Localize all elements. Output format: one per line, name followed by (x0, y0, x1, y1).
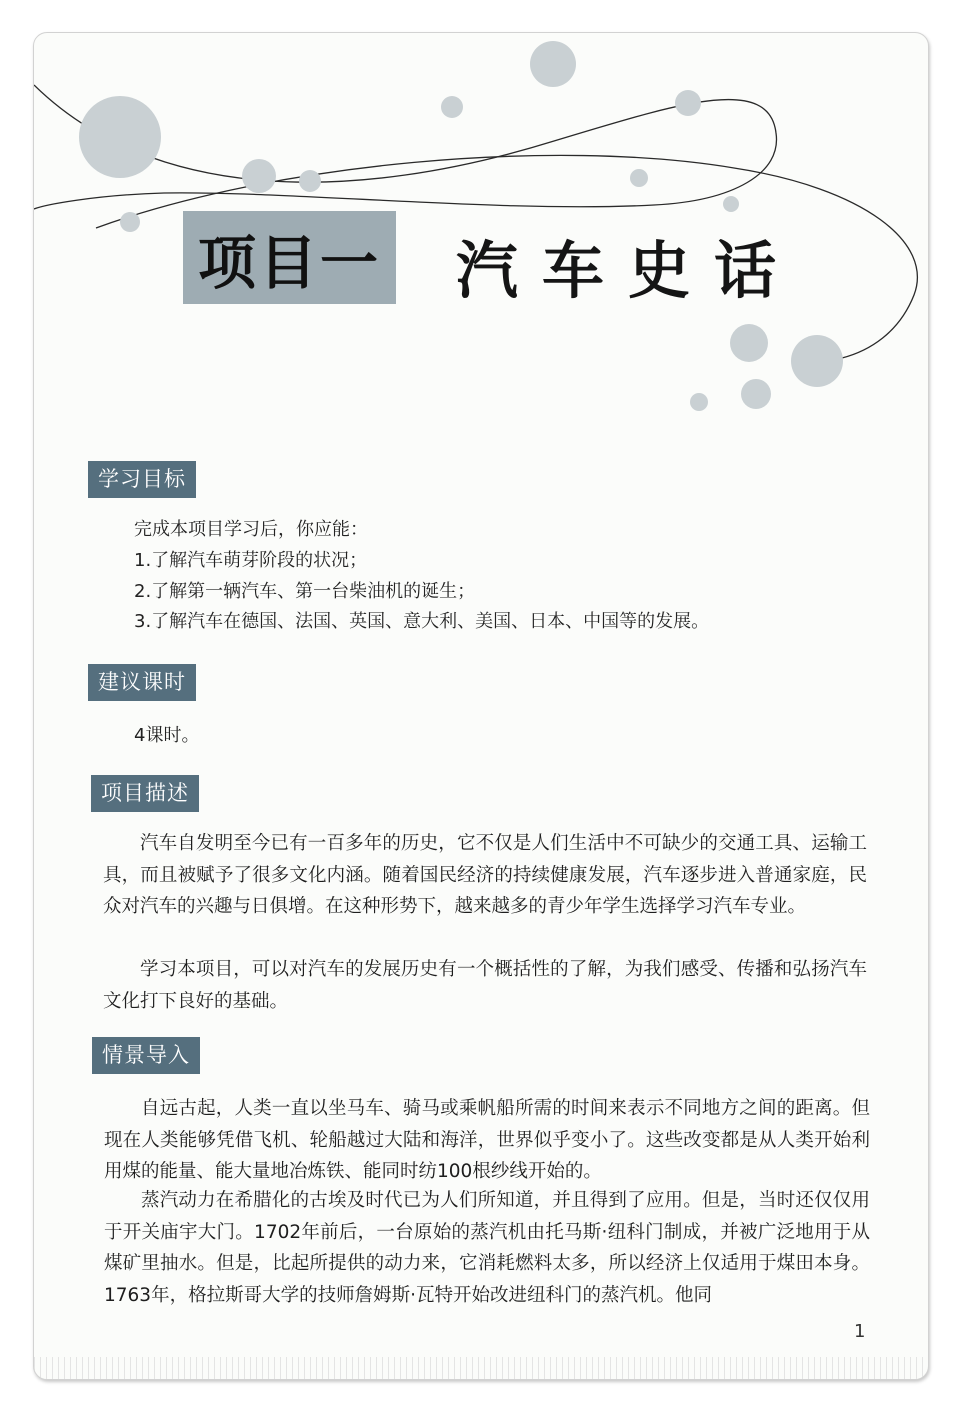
objectives-intro: 完成本项目学习后，你应能： (134, 519, 368, 540)
bubble (675, 90, 701, 116)
bubble (120, 212, 140, 232)
bubble (530, 41, 576, 87)
scenario-heading: 情景导入 (92, 1037, 200, 1074)
project-number-box (183, 211, 396, 304)
description-paragraph: 学习本项目，可以对汽车的发展历史有一个概括性的了解，为我们感受、传播和弘扬汽车文化打下良好的基础。 (103, 959, 867, 1012)
description-heading: 项目描述 (91, 775, 199, 812)
bubble (441, 96, 463, 118)
bubble (299, 170, 321, 192)
page-edge-texture (34, 1357, 928, 1379)
bubble (79, 96, 161, 178)
objective-item: 1.了解汽车萌芽阶段的状况； (134, 550, 368, 571)
book-page (33, 32, 929, 1380)
bubble (791, 335, 843, 387)
bubble (723, 196, 739, 212)
hours-value: 4课时。 (134, 725, 200, 746)
project-number: 项目一 (197, 228, 381, 297)
objective-item: 2.了解第一辆汽车、第一台柴油机的诞生； (134, 581, 476, 602)
objectives-heading: 学习目标 (88, 461, 196, 498)
page-title: 汽车史话 (456, 234, 801, 307)
scenario-paragraph: 自远古起，人类一直以坐马车、骑马或乘帆船所需的时间来表示不同地方之间的距离。但现在人类能够凭借飞机、轮船越过大陆和海洋，世界似乎变小了。这些改变都是从人类开始利用煤的能量、能大量地冶炼铁、能同时纺100根纱线开始的。 (104, 1098, 870, 1182)
page-number: 1 (854, 1321, 866, 1342)
bubble (730, 324, 768, 362)
hours-heading: 建议课时 (88, 664, 196, 701)
bubble (741, 379, 771, 409)
bubble (630, 169, 648, 187)
scenario-paragraph: 蒸汽动力在希腊化的古埃及时代已为人们所知道，并且得到了应用。但是，当时还仅仅用于开关庙宇大门。1702年前后，一台原始的蒸汽机由托马斯·纽科门制成，并被广泛地用于从煤矿里抽水。但是，比起所提供的动力来，它消耗燃料太多，所以经济上仅适用于煤田本身。1763年，格拉斯哥大学的技师詹姆斯·瓦特开始改进纽科门的蒸汽机。他同 (104, 1190, 870, 1306)
bubble (242, 159, 276, 193)
objective-item: 3.了解汽车在德国、法国、英国、意大利、美国、日本、中国等的发展。 (134, 611, 710, 632)
description-paragraph: 汽车自发明至今已有一百多年的历史，它不仅是人们生活中不可缺少的交通工具、运输工具，而且被赋予了很多文化内涵。随着国民经济的持续健康发展，汽车逐步进入普通家庭，民众对汽车的兴趣与日俱增。在这种形势下，越来越多的青少年学生选择学习汽车专业。 (103, 833, 867, 917)
bubble (690, 393, 708, 411)
